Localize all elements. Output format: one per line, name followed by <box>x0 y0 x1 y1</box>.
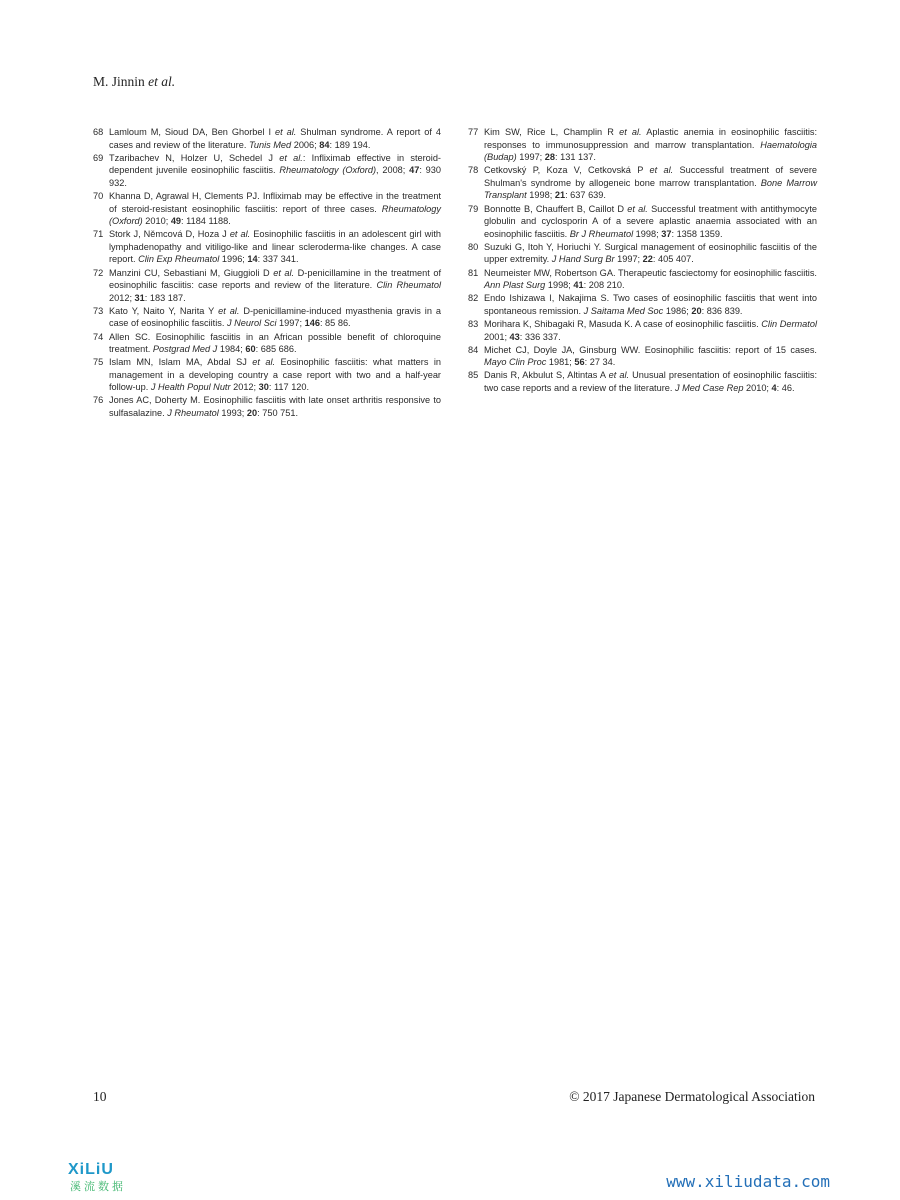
reference-text: Morihara K, Shibagaki R, Masuda K. A case of eosinophilic fasciitis. Clin Dermatol 2001; 43: 336 337. <box>484 318 817 342</box>
reference-text: Neumeister MW, Robertson GA. Therapeutic fasciectomy for eosinophilic fasciitis. Ann Plast Surg 1998; 41: 208 210. <box>484 267 817 291</box>
reference-text: Endo Ishizawa I, Nakajima S. Two cases of eosinophilic fasciitis that went into spontaneous remission. J Saitama Med Soc 1986; 20: 836 839. <box>484 293 817 316</box>
reference-text: Allen SC. Eosinophilic fasciitis in an African possible benefit of chloroquine treatment. Postgrad Med J 1984; 60: 685 686. <box>109 331 441 355</box>
reference-entry <box>468 126 817 164</box>
reference-text: Jones AC, Doherty M. Eosinophilic fasciitis with late onset arthritis responsive to sulfasalazine. J Rheumatol 1993; 20: 750 751. <box>109 395 441 419</box>
reference-text: Suzuki G, Itoh Y, Horiuchi Y. Surgical management of eosinophilic fasciitis of the upper extremity. J Hand Surg Br 1997; 22: 405 407. <box>484 241 817 265</box>
page-number: 10 <box>93 1089 107 1104</box>
watermark-logo-subtitle: 溪流数据 <box>70 1181 126 1193</box>
reference-entry <box>93 126 441 151</box>
reference-number: 76 <box>93 395 104 406</box>
reference-entry <box>468 267 817 292</box>
reference-entry <box>93 394 441 419</box>
reference-entry <box>468 318 817 343</box>
reference-number: 79 <box>468 203 479 214</box>
reference-number: 75 <box>93 357 104 368</box>
reference-entry <box>93 331 441 356</box>
reference-entry <box>93 267 441 305</box>
running-head-etal: et al. <box>148 74 176 89</box>
reference-entry <box>468 369 817 394</box>
references-column-right <box>468 126 817 395</box>
reference-entry <box>93 190 441 228</box>
reference-text: Bonnotte B, Chauffert B, Caillot D et al. Successful treatment with antithymocyte globulin and cyclosporin A of a severe aplastic anaemia associated with an eosinophilic fasciitis. Br J Rheumatol 1998; 37: 1358 1359. <box>484 203 818 239</box>
reference-entry <box>468 241 817 266</box>
copyright-notice: © 2017 Japanese Dermatological Association <box>569 1089 815 1104</box>
reference-text: Michet CJ, Doyle JA, Ginsburg WW. Eosinophilic fasciitis: report of 15 cases. Mayo Clin Proc 1981; 56: 27 34. <box>484 344 817 368</box>
reference-number: 74 <box>93 331 104 342</box>
reference-number: 77 <box>468 127 479 137</box>
reference-text: Islam MN, Islam MA, Abdal SJ et al. Eosinophilic fasciitis: what matters in management in a developing country a case report with two and a half-year follow-up. J Health Popul Nutr 2012; 30: 117 120. <box>109 357 441 393</box>
reference-text: Kim SW, Rice L, Champlin R et al. Aplastic anemia in eosinophilic fasciitis: responses to immunosuppression and marrow transplantation. Haematologia (Budap) 1997; 28: 131 137. <box>484 127 818 163</box>
running-head-authors: M. Jinnin <box>93 74 145 89</box>
reference-number: 73 <box>93 305 104 316</box>
reference-entry <box>468 203 817 241</box>
reference-number: 83 <box>468 318 479 329</box>
reference-number: 85 <box>468 370 479 381</box>
references-column-left <box>93 126 441 420</box>
reference-text: Tzaribachev N, Holzer U, Schedel J et al.: Infliximab effective in steroid-dependent juvenile eosinophilic fasciitis. Rheumatology (Oxford), 2008; 47: 930 932. <box>109 152 441 188</box>
reference-number: 71 <box>93 229 104 240</box>
reference-number: 70 <box>93 190 104 201</box>
reference-text: Kato Y, Naito Y, Narita Y et al. D-penicillamine-induced myasthenia gravis in a case of eosinophilic fasciitis. J Neurol Sci 1997; 146: 85 86. <box>109 305 442 329</box>
reference-text: Danis R, Akbulut S, Altintas A et al. Unusual presentation of eosinophilic fasciitis: two case reports and a review of the literature. J Med Case Rep 2010; 4: 46. <box>484 370 818 393</box>
reference-number: 69 <box>93 152 104 163</box>
reference-entry <box>93 356 441 394</box>
running-head <box>93 74 175 90</box>
reference-entry <box>93 228 441 266</box>
reference-entry <box>468 344 817 369</box>
reference-number: 78 <box>468 165 479 176</box>
watermark-url[interactable]: www.xiliudata.com <box>666 1172 830 1191</box>
watermark-logo: XiLiU <box>68 1161 114 1178</box>
reference-text: Khanna D, Agrawal H, Clements PJ. Infliximab may be effective in the treatment of steroid-resistant eosinophilic fasciitis: report of three cases. Rheumatology (Oxford) 2010; 49: 1184 1188. <box>109 190 441 227</box>
reference-number: 72 <box>93 267 104 278</box>
reference-text: Lamloum M, Sioud DA, Ben Ghorbel I et al. Shulman syndrome. A report of 4 cases and review of the literature. Tunis Med 2006; 84: 189 194. <box>109 127 442 150</box>
reference-entry <box>93 305 441 330</box>
reference-text: Stork J, Němcová D, Hoza J et al. Eosinophilic fasciitis in an adolescent girl with lymphadenopathy and vitiligo-like and linear scleroderma-like changes. A case report. Clin Exp Rheumatol 1996; 14: 337 341. <box>109 229 441 265</box>
reference-entry <box>93 152 441 190</box>
reference-text: Manzini CU, Sebastiani M, Giuggioli D et al. D-penicillamine in the treatment of eosinophilic fasciitis: case reports and review of the literature. Clin Rheumatol 2012; 31: 183 187. <box>109 267 441 303</box>
reference-text: Cetkovský P, Koza V, Cetkovská P et al. Successful treatment of severe Shulman's syndrome by allogeneic bone marrow transplantation. Bone Marrow Transplant 1998; 21: 637 639. <box>484 165 818 201</box>
reference-entry <box>468 164 817 202</box>
reference-number: 68 <box>93 127 104 137</box>
reference-number: 82 <box>468 293 479 304</box>
reference-number: 84 <box>468 344 479 355</box>
reference-entry <box>468 292 817 317</box>
reference-number: 80 <box>468 241 479 252</box>
reference-number: 81 <box>468 267 479 278</box>
